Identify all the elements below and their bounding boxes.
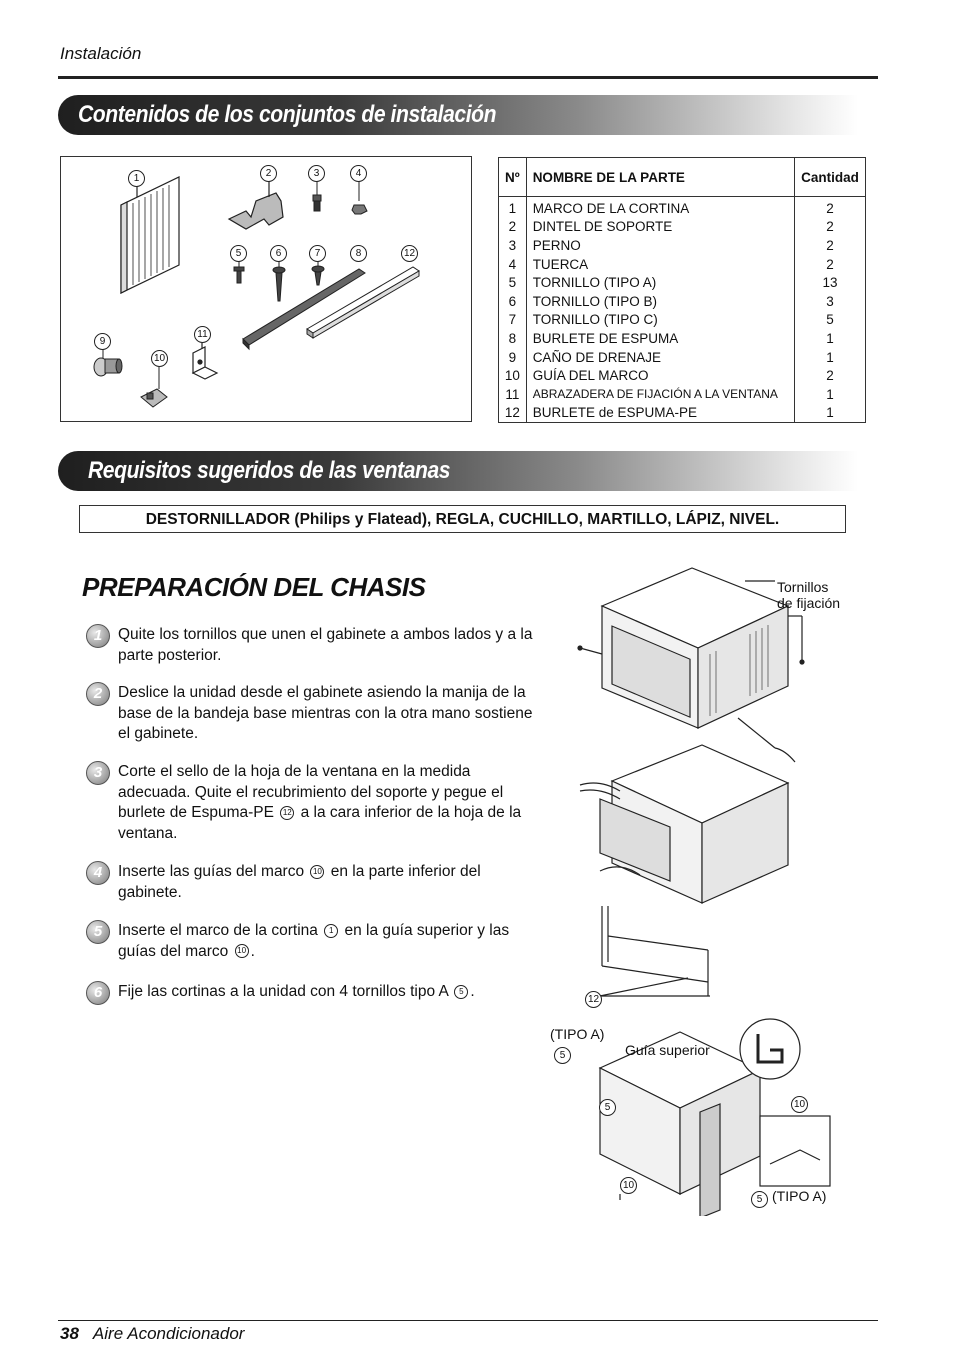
step-text-b: . — [470, 983, 475, 1000]
kit-num-2: 2 — [260, 165, 277, 182]
parts-table — [498, 157, 866, 423]
row-no: 8 — [499, 329, 527, 348]
fig-ref-10b: 10 — [620, 1177, 637, 1194]
table-row — [499, 348, 866, 367]
row-name: PERNO — [526, 236, 794, 255]
row-no: 7 — [499, 311, 527, 330]
step-text: Deslice la unidad desde el gabinete asiendo la manija de la base de la bandeja base mientras con la otra mano sostiene el gabinete. — [118, 684, 533, 742]
row-qty: 1 — [795, 329, 866, 348]
screw-type-c-icon — [312, 261, 324, 285]
row-no: 9 — [499, 348, 527, 367]
pe-foam-strip-icon — [307, 267, 419, 338]
ref-circle: 1 — [324, 924, 338, 938]
row-no: 10 — [499, 366, 527, 385]
fig-ref-10a: 10 — [791, 1096, 808, 1113]
row-qty: 2 — [795, 218, 866, 237]
screws-label-1: Tornillos — [777, 579, 829, 595]
table-row — [499, 273, 866, 292]
row-qty: 2 — [795, 197, 866, 218]
nut-icon — [352, 181, 367, 214]
kit-num-9: 9 — [94, 333, 111, 350]
row-name: BURLETE de ESPUMA-PE — [526, 404, 794, 423]
table-row — [499, 329, 866, 348]
step-badge: 2 — [86, 682, 110, 706]
top-rule — [58, 76, 878, 79]
footer — [60, 1324, 244, 1344]
step-badge: 4 — [86, 861, 110, 885]
kit-num-12: 12 — [401, 245, 418, 262]
step-text-a: Fije las cortinas a la unidad con 4 tornillos tipo A — [118, 983, 448, 1000]
table-row — [499, 385, 866, 404]
step-text-a: Inserte las guías del marco — [118, 863, 305, 880]
banner-requirements-title: Requisitos sugeridos de las ventanas — [88, 457, 451, 484]
tipo-a-top-label: (TIPO A) — [550, 1026, 605, 1042]
step-text-b: a la cara inferior de la hoja de la ventana. — [118, 804, 522, 842]
ref-circle: 12 — [280, 806, 294, 820]
row-no: 11 — [499, 385, 527, 404]
step-5 — [86, 921, 546, 962]
window-clamp-icon — [193, 343, 217, 379]
row-qty: 5 — [795, 311, 866, 330]
kit-num-8: 8 — [350, 245, 367, 262]
row-name: MARCO DE LA CORTINA — [526, 197, 794, 218]
step-text: Quite los tornillos que unen el gabinete a ambos lados y a la parte posterior. — [118, 626, 533, 664]
table-row — [499, 404, 866, 423]
step-text-a: Corte el sello de la hoja de la ventana en la medida adecuada. Quite el recubrimiento del soporte y pegue el burlete de Espuma-PE — [118, 763, 504, 821]
table-header-row — [499, 158, 866, 197]
step-text-b: en la guía superior y las guías del marco — [118, 922, 510, 960]
row-qty: 2 — [795, 236, 866, 255]
row-no: 1 — [499, 197, 527, 218]
row-name: TORNILLO (TIPO A) — [526, 273, 794, 292]
bolt-icon — [313, 181, 321, 211]
ref-circle: 5 — [454, 985, 468, 999]
table-row — [499, 255, 866, 274]
kit-num-4: 4 — [350, 165, 367, 182]
footer-rule — [58, 1320, 878, 1321]
step-2 — [86, 683, 546, 745]
tools-list: DESTORNILLADOR (Philips y Flatead), REGLA, CUCHILLO, MARTILLO, LÁPIZ, NIVEL. — [79, 505, 846, 533]
frame-guide-icon — [141, 367, 167, 407]
row-no: 6 — [499, 292, 527, 311]
row-name: CAÑO DE DRENAJE — [526, 348, 794, 367]
support-bracket-icon — [229, 181, 283, 229]
kit-parts-drawing — [61, 157, 471, 421]
kit-num-3: 3 — [308, 165, 325, 182]
row-qty: 1 — [795, 348, 866, 367]
ac-unit-slide-out-drawing — [580, 745, 788, 903]
step-4 — [86, 862, 546, 903]
footer-title: Aire Acondicionador — [92, 1324, 245, 1343]
fig-ref-5c: 5 — [751, 1191, 768, 1208]
chasis-title: PREPARACIÓN DEL CHASIS — [82, 572, 426, 602]
ac-unit-cabinet-drawing — [578, 568, 804, 762]
window-foam-drawing — [590, 906, 710, 998]
kit-num-7: 7 — [309, 245, 326, 262]
step-text — [118, 982, 546, 1003]
step-text — [118, 862, 546, 903]
step-text-b: en la parte inferior del gabinete. — [118, 863, 481, 901]
guide-label: Guía superior — [625, 1042, 710, 1058]
step-text-a: Inserte el marco de la cortina — [118, 922, 318, 939]
table-row — [499, 292, 866, 311]
col-header-no: Nº — [499, 158, 527, 197]
kit-num-10: 10 — [151, 350, 168, 367]
section-label: Instalación — [60, 44, 142, 63]
kit-num-6: 6 — [270, 245, 287, 262]
row-no: 5 — [499, 273, 527, 292]
row-name: TORNILLO (TIPO B) — [526, 292, 794, 311]
row-no: 2 — [499, 218, 527, 237]
ref-circle: 10 — [310, 865, 324, 879]
kit-num-5: 5 — [230, 245, 247, 262]
banner-contents — [58, 95, 858, 135]
row-qty: 1 — [795, 385, 866, 404]
step-text-c: . — [250, 942, 255, 960]
screw-type-a-icon — [234, 261, 244, 283]
row-name: ABRAZADERA DE FIJACIÓN A LA VENTANA — [526, 385, 794, 404]
step-badge: 6 — [86, 981, 110, 1005]
col-header-qty: Cantidad — [795, 158, 866, 197]
chasis-illustration — [560, 556, 860, 1216]
row-name: BURLETE DE ESPUMA — [526, 329, 794, 348]
row-qty: 1 — [795, 404, 866, 423]
row-name: DINTEL DE SOPORTE — [526, 218, 794, 237]
table-row — [499, 366, 866, 385]
table-row — [499, 236, 866, 255]
row-qty: 3 — [795, 292, 866, 311]
row-qty: 2 — [795, 366, 866, 385]
page-number: 38 — [60, 1324, 79, 1343]
step-3 — [86, 762, 546, 844]
fig-ref-5a: 5 — [554, 1047, 571, 1064]
row-no: 12 — [499, 404, 527, 423]
kit-num-1: 1 — [128, 170, 145, 187]
kit-num-11: 11 — [194, 326, 211, 343]
row-qty: 2 — [795, 255, 866, 274]
screws-label-2: de fijación — [777, 595, 841, 611]
col-header-name: NOMBRE DE LA PARTE — [526, 158, 794, 197]
banner-requirements — [58, 451, 858, 491]
table-row — [499, 311, 866, 330]
drain-pipe-icon — [94, 347, 122, 376]
step-6 — [86, 982, 546, 1003]
ref-circle: 10 — [235, 944, 249, 958]
table-row — [499, 218, 866, 237]
tipo-a-bottom-label: (TIPO A) — [772, 1188, 827, 1204]
row-no: 3 — [499, 236, 527, 255]
step-1 — [86, 625, 546, 666]
row-qty: 13 — [795, 273, 866, 292]
row-name: TUERCA — [526, 255, 794, 274]
step-text — [118, 921, 546, 962]
step-text — [118, 762, 546, 844]
step-badge: 3 — [86, 761, 110, 785]
fig-ref-5b: 5 — [599, 1099, 616, 1116]
row-name: GUÍA DEL MARCO — [526, 366, 794, 385]
kit-illustration — [60, 156, 472, 422]
step-badge: 5 — [86, 920, 110, 944]
table-row — [499, 197, 866, 218]
row-name: TORNILLO (TIPO C) — [526, 311, 794, 330]
fig-ref-12: 12 — [585, 991, 602, 1008]
step-badge: 1 — [86, 624, 110, 648]
banner-contents-title: Contenidos de los conjuntos de instalación — [78, 101, 497, 128]
screw-type-b-icon — [273, 261, 285, 301]
curtain-frame-icon — [121, 177, 179, 293]
row-no: 4 — [499, 255, 527, 274]
